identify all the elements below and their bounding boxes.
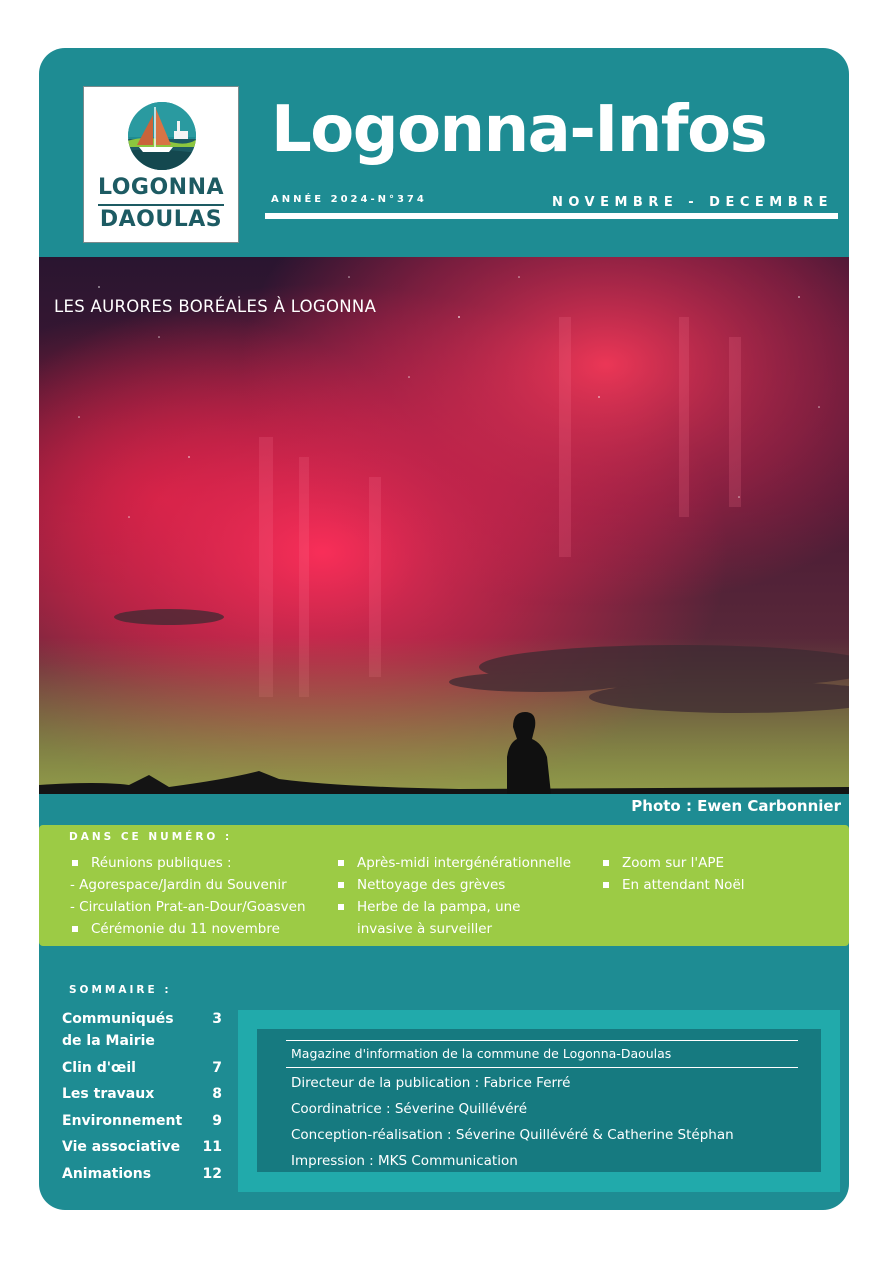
logo-text-logonna: LOGONNA: [97, 175, 225, 200]
toc-label: Les travaux: [62, 1086, 155, 1102]
in-this-issue-column-1: [70, 852, 306, 940]
toc-label: Communiqués de la Mairie: [62, 1011, 174, 1049]
in-this-issue-panel: [39, 825, 849, 946]
credit-line: Conception-réalisation : Séverine Quillévéré & Catherine Stéphan: [291, 1127, 734, 1143]
toc-label: Vie associative: [62, 1139, 181, 1155]
toc-row: [62, 1136, 222, 1158]
cover-photo: [39, 257, 849, 794]
commune-logo: [83, 86, 239, 243]
credits-divider-top: [286, 1040, 798, 1041]
toc-row: [62, 1083, 222, 1105]
list-item: Herbe de la pampa, une: [336, 896, 571, 918]
sommaire-heading: SOMMAIRE :: [69, 984, 172, 996]
credit-line: Directeur de la publication : Fabrice Ferré: [291, 1075, 571, 1091]
cover-page: [39, 48, 849, 1210]
magazine-description: Magazine d'information de la commune de Logonna-Daoulas: [291, 1046, 672, 1061]
toc-page-number: 7: [212, 1059, 222, 1076]
list-item: Après-midi intergénérationnelle: [336, 852, 571, 874]
toc-label: Clin d'œil: [62, 1059, 136, 1076]
credit-line: Impression : MKS Communication: [291, 1153, 518, 1169]
toc-page-number: 9: [212, 1112, 222, 1129]
toc-row: [62, 1057, 222, 1079]
header-divider: [265, 213, 838, 219]
aurora-photo-image: [39, 257, 849, 794]
issue-period: NOVEMBRE - DECEMBRE: [551, 195, 833, 210]
list-item: invasive à surveiller: [357, 921, 493, 937]
cover-headline: LES AURORES BORÉALES À LOGONNA: [54, 297, 377, 316]
in-this-issue-heading: DANS CE NUMÉRO :: [69, 831, 233, 843]
photo-credit: Photo : Ewen Carbonnier: [631, 797, 841, 815]
toc-page-number: 11: [202, 1139, 222, 1155]
toc-label: Environnement: [62, 1112, 183, 1129]
toc-page-number: 3: [212, 1011, 222, 1027]
list-item: Réunions publiques :: [70, 852, 306, 874]
toc-row: [62, 1008, 222, 1052]
list-item: En attendant Noël: [601, 874, 745, 896]
toc-page-number: 8: [212, 1086, 222, 1102]
list-item: Cérémonie du 11 novembre: [70, 918, 306, 940]
credits-list: [291, 1070, 734, 1174]
list-item: - Circulation Prat-an-Dour/Goasven: [70, 899, 306, 915]
list-item: - Agorespace/Jardin du Souvenir: [70, 877, 287, 893]
sailboat-logo-icon: [127, 101, 197, 171]
publication-credits-frame: [238, 1010, 840, 1192]
list-item: Zoom sur l'APE: [601, 852, 745, 874]
toc-row: [62, 1110, 222, 1132]
credits-divider-bottom: [286, 1067, 798, 1068]
toc-label: Animations: [62, 1165, 152, 1182]
issue-number: ANNÉE 2024-N°374: [271, 194, 427, 205]
table-of-contents: [62, 1008, 222, 1189]
in-this-issue-column-3: [601, 852, 745, 896]
in-this-issue-column-2: [336, 852, 571, 940]
toc-row: [62, 1163, 222, 1185]
publication-credits: [257, 1029, 821, 1172]
toc-page-number: 12: [202, 1165, 222, 1182]
logo-divider: [98, 204, 224, 206]
logo-text-daoulas: DAOULAS: [99, 207, 223, 232]
list-item: Nettoyage des grèves: [336, 874, 571, 896]
credit-line: Coordinatrice : Séverine Quillévéré: [291, 1101, 528, 1117]
magazine-title: Logonna-Infos: [271, 93, 767, 167]
